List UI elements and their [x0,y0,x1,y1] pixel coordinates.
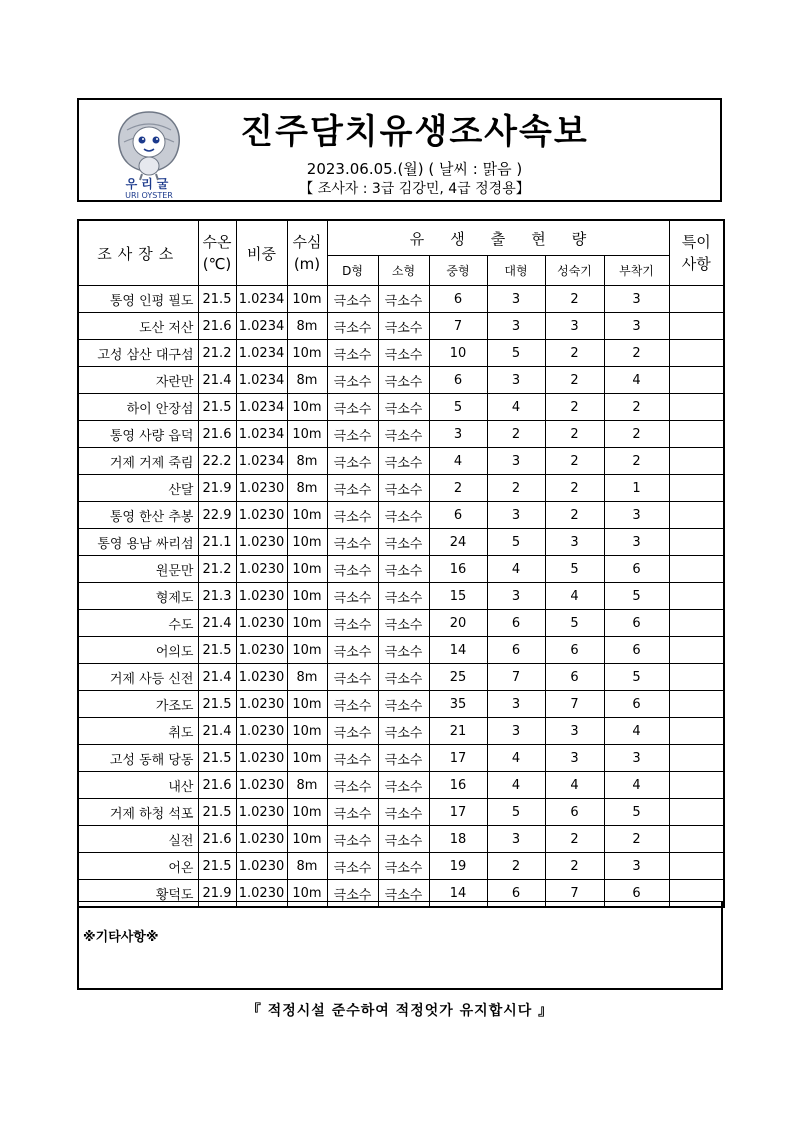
small-type-cell: 극소수 [378,880,429,908]
d-type-cell: 극소수 [327,529,378,556]
note-cell [669,286,724,313]
d-type-cell: 극소수 [327,340,378,367]
location-cell: 원문만 [78,556,198,583]
table-row [78,583,724,610]
note-cell [669,799,724,826]
depth-cell: 8m [287,853,327,880]
medium-type-cell: 21 [429,718,487,745]
medium-type-cell: 35 [429,691,487,718]
location-cell: 취도 [78,718,198,745]
d-type-cell: 극소수 [327,502,378,529]
medium-type-cell: 5 [429,394,487,421]
location-cell: 산달 [78,475,198,502]
d-type-cell: 극소수 [327,664,378,691]
large-type-cell: 3 [487,718,545,745]
location-cell: 통영 한산 추봉 [78,502,198,529]
water-temp-cell: 21.6 [198,421,236,448]
gravity-cell: 1.0230 [236,880,287,908]
small-type-cell: 극소수 [378,745,429,772]
gravity-cell: 1.0230 [236,853,287,880]
subheader-cell: 대형 [487,256,545,286]
medium-type-cell: 2 [429,475,487,502]
gravity-cell: 1.0234 [236,367,287,394]
medium-type-cell: 6 [429,367,487,394]
table-row [78,448,724,475]
gravity-cell: 1.0234 [236,340,287,367]
water-temp-cell: 21.4 [198,664,236,691]
small-type-cell: 극소수 [378,556,429,583]
d-type-cell: 극소수 [327,583,378,610]
water-temp-cell: 22.9 [198,502,236,529]
large-type-cell: 2 [487,421,545,448]
note-cell [669,340,724,367]
water-temp-cell: 21.2 [198,340,236,367]
attachment-cell: 4 [604,772,669,799]
medium-type-cell: 18 [429,826,487,853]
medium-type-cell: 24 [429,529,487,556]
gravity-cell: 1.0230 [236,583,287,610]
location-cell: 통영 사량 읍덕 [78,421,198,448]
mature-cell: 2 [545,826,604,853]
depth-cell: 10m [287,421,327,448]
d-type-cell: 극소수 [327,313,378,340]
medium-type-cell: 19 [429,853,487,880]
attachment-cell: 5 [604,799,669,826]
attachment-cell: 6 [604,880,669,908]
d-type-cell: 극소수 [327,448,378,475]
water-temp-cell: 21.9 [198,880,236,908]
water-temp-cell: 21.6 [198,313,236,340]
note-cell [669,610,724,637]
attachment-cell: 2 [604,394,669,421]
table-row [78,529,724,556]
table-row [78,745,724,772]
note-cell [669,313,724,340]
d-type-cell: 극소수 [327,610,378,637]
d-type-cell: 극소수 [327,394,378,421]
header-location: 조사장소 [78,220,198,286]
large-type-cell: 4 [487,772,545,799]
large-type-cell: 3 [487,313,545,340]
header-depth: 수심 (m) [287,220,327,286]
table-row [78,691,724,718]
medium-type-cell: 15 [429,583,487,610]
small-type-cell: 극소수 [378,313,429,340]
gravity-cell: 1.0230 [236,502,287,529]
mature-cell: 2 [545,853,604,880]
table-row [78,718,724,745]
note-cell [669,718,724,745]
small-type-cell: 극소수 [378,475,429,502]
medium-type-cell: 6 [429,502,487,529]
medium-type-cell: 6 [429,286,487,313]
attachment-cell: 5 [604,583,669,610]
large-type-cell: 3 [487,367,545,394]
gravity-cell: 1.0230 [236,772,287,799]
report-header [77,98,722,202]
location-cell: 거제 거제 죽림 [78,448,198,475]
medium-type-cell: 16 [429,556,487,583]
location-cell: 거제 하청 석포 [78,799,198,826]
gravity-cell: 1.0234 [236,313,287,340]
d-type-cell: 극소수 [327,367,378,394]
location-cell: 내산 [78,772,198,799]
attachment-cell: 5 [604,664,669,691]
note-cell [669,394,724,421]
location-cell: 가조도 [78,691,198,718]
note-cell [669,502,724,529]
attachment-cell: 3 [604,745,669,772]
large-type-cell: 3 [487,826,545,853]
table-row [78,664,724,691]
mature-cell: 5 [545,610,604,637]
medium-type-cell: 3 [429,421,487,448]
depth-cell: 10m [287,502,327,529]
water-temp-cell: 21.5 [198,745,236,772]
mature-cell: 6 [545,799,604,826]
d-type-cell: 극소수 [327,853,378,880]
d-type-cell: 극소수 [327,421,378,448]
water-temp-cell: 22.2 [198,448,236,475]
gravity-cell: 1.0230 [236,475,287,502]
surveyor-line: 【 조사자 : 3급 김강민, 4급 정경용】 [299,181,530,197]
note-cell [669,853,724,880]
small-type-cell: 극소수 [378,610,429,637]
large-type-cell: 4 [487,394,545,421]
header-water-temp: 수온 (℃) [198,220,236,286]
mature-cell: 2 [545,340,604,367]
small-type-cell: 극소수 [378,691,429,718]
gravity-cell: 1.0230 [236,799,287,826]
medium-type-cell: 25 [429,664,487,691]
depth-cell: 10m [287,340,327,367]
mature-cell: 2 [545,286,604,313]
mature-cell: 7 [545,691,604,718]
gravity-cell: 1.0230 [236,556,287,583]
large-type-cell: 6 [487,637,545,664]
attachment-cell: 3 [604,853,669,880]
gravity-cell: 1.0230 [236,718,287,745]
table-row [78,853,724,880]
large-type-cell: 4 [487,745,545,772]
large-type-cell: 7 [487,664,545,691]
water-temp-cell: 21.4 [198,367,236,394]
header-remarks: 특이 사항 [669,220,724,286]
water-temp-cell: 21.4 [198,610,236,637]
depth-cell: 10m [287,718,327,745]
small-type-cell: 극소수 [378,583,429,610]
date-weather-line: 2023.06.05.(월) ( 날씨 : 맑음 ) [306,160,523,178]
mature-cell: 3 [545,529,604,556]
note-cell [669,475,724,502]
attachment-cell: 4 [604,367,669,394]
large-type-cell: 5 [487,529,545,556]
large-type-cell: 3 [487,448,545,475]
table-row [78,799,724,826]
water-temp-cell: 21.6 [198,826,236,853]
gravity-cell: 1.0230 [236,610,287,637]
attachment-cell: 2 [604,421,669,448]
attachment-cell: 6 [604,610,669,637]
depth-cell: 10m [287,637,327,664]
gravity-cell: 1.0234 [236,448,287,475]
depth-cell: 8m [287,313,327,340]
depth-cell: 10m [287,583,327,610]
location-cell: 거제 사등 신전 [78,664,198,691]
medium-type-cell: 14 [429,880,487,908]
medium-type-cell: 20 [429,610,487,637]
d-type-cell: 극소수 [327,772,378,799]
subheader-cell: 성숙기 [545,256,604,286]
location-cell: 자란만 [78,367,198,394]
logo-name-ko: 우리굴 [125,177,173,191]
mature-cell: 2 [545,502,604,529]
small-type-cell: 극소수 [378,664,429,691]
d-type-cell: 극소수 [327,880,378,908]
report-title: 진주담치유생조사속보 [240,112,589,152]
medium-type-cell: 4 [429,448,487,475]
attachment-cell: 3 [604,529,669,556]
header-specific-gravity: 비중 [236,220,287,286]
large-type-cell: 2 [487,853,545,880]
water-temp-cell: 21.5 [198,799,236,826]
other-remarks-box [77,901,723,990]
gravity-cell: 1.0230 [236,826,287,853]
d-type-cell: 극소수 [327,286,378,313]
medium-type-cell: 10 [429,340,487,367]
table-row [78,610,724,637]
depth-cell: 10m [287,286,327,313]
small-type-cell: 극소수 [378,340,429,367]
d-type-cell: 극소수 [327,718,378,745]
mature-cell: 2 [545,448,604,475]
water-temp-cell: 21.5 [198,637,236,664]
small-type-cell: 극소수 [378,772,429,799]
mature-cell: 2 [545,475,604,502]
attachment-cell: 3 [604,313,669,340]
footer-slogan: 『 적정시설 준수하여 적정엇가 유지합시다 』 [246,1003,554,1019]
note-cell [669,583,724,610]
note-cell [669,529,724,556]
small-type-cell: 극소수 [378,367,429,394]
logo-name-en: URI OYSTER [125,191,173,200]
table-row [78,475,724,502]
note-cell [669,772,724,799]
large-type-cell: 6 [487,610,545,637]
medium-type-cell: 14 [429,637,487,664]
table-row [78,394,724,421]
attachment-cell: 2 [604,448,669,475]
attachment-cell: 3 [604,286,669,313]
location-cell: 도산 저산 [78,313,198,340]
depth-cell: 8m [287,772,327,799]
location-cell: 고성 동해 당동 [78,745,198,772]
table-row [78,340,724,367]
depth-cell: 10m [287,745,327,772]
mature-cell: 4 [545,583,604,610]
mature-cell: 6 [545,664,604,691]
subheader-cell: 부착기 [604,256,669,286]
mature-cell: 7 [545,880,604,908]
depth-cell: 10m [287,529,327,556]
depth-cell: 10m [287,826,327,853]
d-type-cell: 극소수 [327,637,378,664]
mature-cell: 3 [545,313,604,340]
water-temp-cell: 21.5 [198,853,236,880]
survey-table [77,219,725,908]
table-row [78,286,724,313]
note-cell [669,448,724,475]
small-type-cell: 극소수 [378,853,429,880]
depth-cell: 10m [287,394,327,421]
d-type-cell: 극소수 [327,799,378,826]
gravity-cell: 1.0234 [236,394,287,421]
medium-type-cell: 17 [429,745,487,772]
mature-cell: 2 [545,421,604,448]
note-cell [669,556,724,583]
small-type-cell: 극소수 [378,421,429,448]
water-temp-cell: 21.5 [198,394,236,421]
water-temp-cell: 21.9 [198,475,236,502]
header-larvae-group: 유생출현량 [327,220,669,256]
d-type-cell: 극소수 [327,475,378,502]
note-cell [669,421,724,448]
water-temp-cell: 21.1 [198,529,236,556]
large-type-cell: 3 [487,286,545,313]
note-cell [669,745,724,772]
attachment-cell: 2 [604,340,669,367]
table-row [78,772,724,799]
subheader-cell: D형 [327,256,378,286]
depth-cell: 8m [287,664,327,691]
medium-type-cell: 17 [429,799,487,826]
location-cell: 형제도 [78,583,198,610]
subheader-cell: 중형 [429,256,487,286]
water-temp-cell: 21.5 [198,286,236,313]
table-row [78,367,724,394]
location-cell: 통영 용남 싸리섬 [78,529,198,556]
gravity-cell: 1.0234 [236,286,287,313]
mature-cell: 6 [545,637,604,664]
d-type-cell: 극소수 [327,745,378,772]
location-cell: 황덕도 [78,880,198,908]
gravity-cell: 1.0234 [236,421,287,448]
table-row [78,502,724,529]
mature-cell: 2 [545,367,604,394]
water-temp-cell: 21.2 [198,556,236,583]
small-type-cell: 극소수 [378,529,429,556]
depth-cell: 10m [287,691,327,718]
mature-cell: 2 [545,394,604,421]
table-row [78,421,724,448]
water-temp-cell: 21.5 [198,691,236,718]
small-type-cell: 극소수 [378,718,429,745]
small-type-cell: 극소수 [378,394,429,421]
depth-cell: 10m [287,880,327,908]
depth-cell: 8m [287,367,327,394]
small-type-cell: 극소수 [378,826,429,853]
large-type-cell: 5 [487,340,545,367]
table-row [78,826,724,853]
water-temp-cell: 21.4 [198,718,236,745]
d-type-cell: 극소수 [327,826,378,853]
table-row [78,637,724,664]
d-type-cell: 극소수 [327,691,378,718]
attachment-cell: 2 [604,826,669,853]
attachment-cell: 6 [604,691,669,718]
attachment-cell: 4 [604,718,669,745]
attachment-cell: 6 [604,556,669,583]
location-cell: 통영 인평 필도 [78,286,198,313]
gravity-cell: 1.0230 [236,637,287,664]
other-remarks-label: ※기타사항※ [83,930,159,945]
gravity-cell: 1.0230 [236,664,287,691]
mature-cell: 4 [545,772,604,799]
medium-type-cell: 7 [429,313,487,340]
large-type-cell: 6 [487,880,545,908]
large-type-cell: 5 [487,799,545,826]
small-type-cell: 극소수 [378,502,429,529]
table-row [78,556,724,583]
large-type-cell: 3 [487,502,545,529]
gravity-cell: 1.0230 [236,745,287,772]
depth-cell: 10m [287,610,327,637]
note-cell [669,367,724,394]
large-type-cell: 2 [487,475,545,502]
location-cell: 고성 삼산 대구섬 [78,340,198,367]
attachment-cell: 3 [604,502,669,529]
large-type-cell: 4 [487,556,545,583]
gravity-cell: 1.0230 [236,529,287,556]
water-temp-cell: 21.6 [198,772,236,799]
small-type-cell: 극소수 [378,448,429,475]
note-cell [669,664,724,691]
mature-cell: 5 [545,556,604,583]
small-type-cell: 극소수 [378,286,429,313]
small-type-cell: 극소수 [378,799,429,826]
small-type-cell: 극소수 [378,637,429,664]
depth-cell: 8m [287,475,327,502]
attachment-cell: 1 [604,475,669,502]
large-type-cell: 3 [487,583,545,610]
gravity-cell: 1.0230 [236,691,287,718]
note-cell [669,637,724,664]
depth-cell: 10m [287,556,327,583]
mature-cell: 3 [545,718,604,745]
depth-cell: 10m [287,799,327,826]
table-row [78,313,724,340]
location-cell: 실전 [78,826,198,853]
location-cell: 하이 안장섬 [78,394,198,421]
location-cell: 어의도 [78,637,198,664]
attachment-cell: 6 [604,637,669,664]
d-type-cell: 극소수 [327,556,378,583]
location-cell: 수도 [78,610,198,637]
mature-cell: 3 [545,745,604,772]
subheader-cell: 소형 [378,256,429,286]
water-temp-cell: 21.3 [198,583,236,610]
location-cell: 어온 [78,853,198,880]
medium-type-cell: 16 [429,772,487,799]
large-type-cell: 3 [487,691,545,718]
note-cell [669,826,724,853]
note-cell [669,691,724,718]
depth-cell: 8m [287,448,327,475]
